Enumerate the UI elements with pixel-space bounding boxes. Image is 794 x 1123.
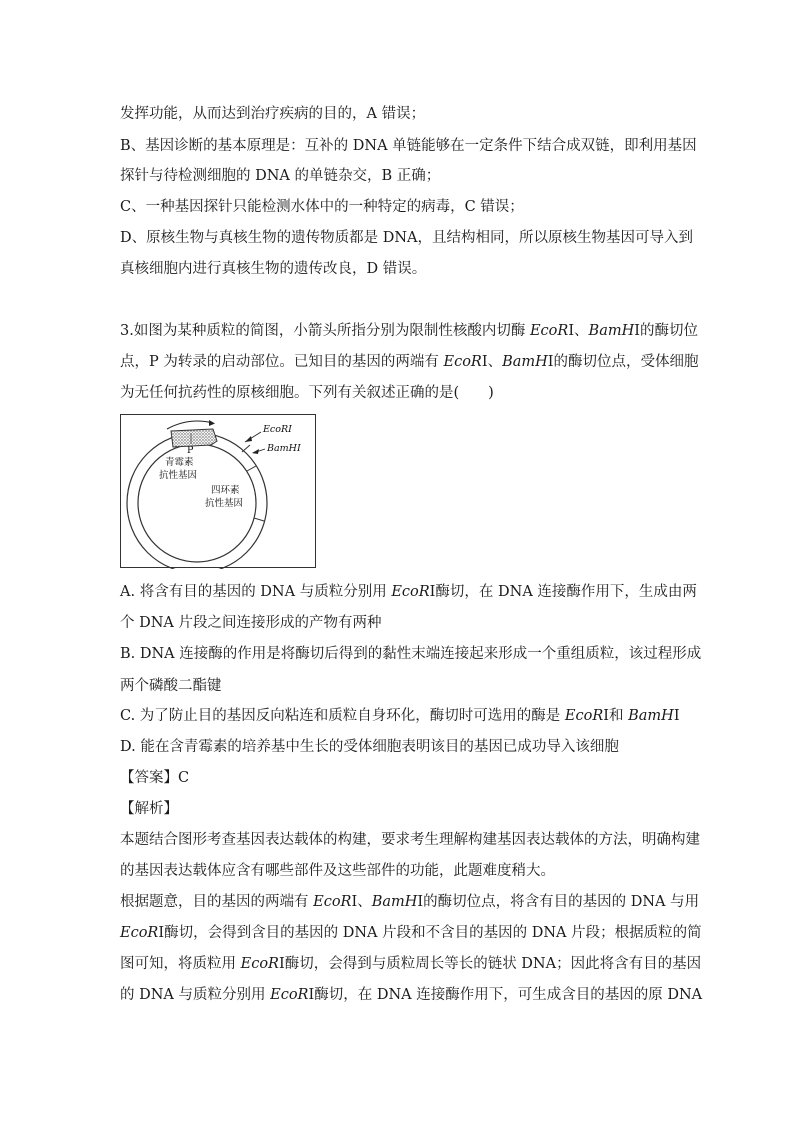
- ampicillin-label: 青霉素: [165, 457, 194, 468]
- transcription-arrow: [167, 421, 213, 429]
- text-line: D、原核生物与真核生物的遗传物质都是 DNA，且结构相同，所以原核生物基因可导入到: [120, 230, 694, 246]
- bamhi-label: BamHⅠ: [267, 443, 301, 454]
- analysis-text: 图可知，将质粒用 EcoRⅠ酶切，会得到与质粒周长等长的链状 DNA；因此将含有目的基因: [120, 956, 702, 972]
- analysis-label: 【解析】: [120, 801, 178, 817]
- analysis-text: 根据题意，目的基因的两端有 EcoRⅠ、BamHⅠ的酶切位点，将含有目的基因的 DNA 与用: [120, 894, 700, 910]
- promoter-label: P: [187, 445, 194, 456]
- ampicillin-label: 抗性基因: [159, 470, 198, 481]
- option-a: A. 将含有目的基因的 DNA 与质粒分别用 EcoRⅠ酶切，在 DNA 连接酶作用下，生成由两: [120, 584, 697, 600]
- question-stem-line: 3.如图为某种质粒的简图，小箭头所指分别为限制性核酸内切酶 EcoRⅠ、BamHⅠ的酶切位: [120, 323, 698, 339]
- option-a: 个 DNA 片段之间连接形成的产物有两种: [120, 615, 382, 631]
- ecori-label: EcoRⅠ: [263, 424, 292, 435]
- analysis-text: EcoRⅠ酶切，会得到含目的基因的 DNA 片段和不含目的基因的 DNA 片段；根据质粒的简: [120, 925, 702, 941]
- analysis-text: 的基因表达载体应含有哪些部件及这些部件的功能，此题难度稍大。: [120, 863, 555, 879]
- text-line: C、一种基因探针只能检测水体中的一种特定的病毒，C 错误；: [120, 199, 524, 215]
- option-c: C. 为了防止目的基因反向粘连和质粒自身环化，酶切时可选用的酶是 EcoRⅠ和 BamHⅠ: [120, 708, 680, 724]
- answer-label: 【答案】C: [120, 770, 190, 786]
- tetracycline-label: 四环素: [211, 485, 240, 496]
- ring-division-mark: [242, 445, 250, 452]
- text-line: B、基因诊断的基本原理是：互补的 DNA 单链能够在一定条件下结合成双链，即利用基因: [120, 138, 697, 154]
- text-line: 真核细胞内进行真核生物的遗传改良，D 错误。: [120, 261, 427, 277]
- ring-division-mark: [247, 466, 256, 471]
- analysis-text: 本题结合图形考查基因表达载体的构建，要求考生理解构建基因表达载体的方法，明确构建: [120, 832, 700, 848]
- ring-division-mark: [254, 518, 264, 521]
- question-number: 3.: [120, 323, 134, 339]
- analysis-text: 的 DNA 与质粒分别用 EcoRⅠ酶切，在 DNA 连接酶作用下，可生成含目的基因的原 DNA: [120, 987, 703, 1003]
- option-b: 两个磷酸二酯键: [120, 678, 222, 694]
- option-d: D. 能在含青霉素的培养基中生长的受体细胞表明该目的基因已成功导入该细胞: [120, 739, 619, 755]
- text-line: 探针与待检测细胞的 DNA 的单链杂交，B 正确；: [120, 168, 441, 184]
- question-stem-line: 点，P 为转录的启动部位。已知目的基因的两端有 EcoRⅠ、BamHⅠ的酶切位点，受体细胞: [120, 354, 699, 370]
- text-line: 发挥功能，从而达到治疗疾病的目的，A 错误；: [120, 106, 426, 122]
- plasmid-diagram: [120, 414, 316, 568]
- option-b: B. DNA 连接酶的作用是将酶切后得到的黏性末端连接起来形成一个重组质粒，该过程形成: [120, 646, 702, 662]
- question-stem-line: 为无任何抗药性的原核细胞。下列有关叙述正确的是( ): [120, 385, 494, 401]
- plasmid-outer-ring: [127, 433, 267, 569]
- tetracycline-label: 抗性基因: [205, 498, 244, 509]
- promoter-region: [171, 429, 217, 447]
